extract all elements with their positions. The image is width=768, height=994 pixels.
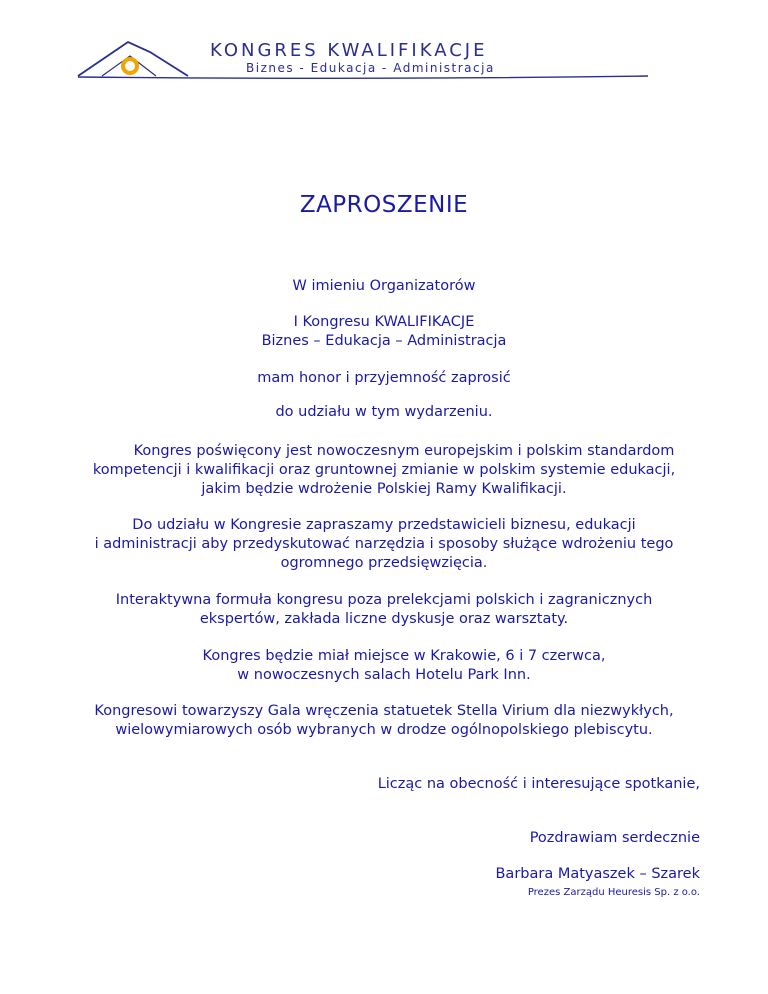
paragraph-line: Kongresowi towarzyszy Gala wręczenia statuetek Stella Virium dla niezwykłych, bbox=[94, 703, 674, 719]
paragraph-line: w nowoczesnych salach Hotelu Park Inn. bbox=[237, 667, 531, 683]
intro-line-4: mam honor i przyjemność zaprosić bbox=[257, 370, 511, 386]
brand-name: KONGRES KWALIFIKACJE bbox=[210, 40, 488, 61]
page-title: ZAPROSZENIE bbox=[299, 192, 469, 218]
paragraph-congress-topic bbox=[0, 442, 768, 499]
paragraph-line: jakim będzie wdrożenie Polskiej Ramy Kwalifikacji. bbox=[201, 481, 567, 497]
paragraph-line: ekspertów, zakłada liczne dyskusje oraz warsztaty. bbox=[199, 611, 569, 627]
greeting-line: Pozdrawiam serdecznie bbox=[529, 830, 700, 846]
paragraph-invitation bbox=[0, 516, 768, 573]
signature-name: Barbara Matyaszek – Szarek bbox=[495, 866, 700, 882]
paragraph-gala bbox=[0, 702, 768, 740]
paragraph-format bbox=[0, 591, 768, 629]
paragraph-line: Interaktywna formuła kongresu poza prelekcjami polskich i zagranicznych bbox=[115, 592, 653, 608]
paragraph-line: Kongres będzie miał miejsce w Krakowie, 6 i 7 czerwca, bbox=[202, 648, 606, 664]
letterhead bbox=[70, 36, 650, 86]
intro-line-1: W imieniu Organizatorów bbox=[292, 278, 476, 294]
paragraph-line: Do udziału w Kongresie zapraszamy przedstawicieli biznesu, edukacji bbox=[132, 517, 636, 533]
paragraph-line: kompetencji i kwalifikacji oraz gruntownej zmianie w polskim systemie edukacji, bbox=[92, 462, 676, 478]
paragraph-line: wielowymiarowych osób wybranych w drodze ogólnopolskiego plebiscytu. bbox=[115, 722, 653, 738]
brand-tagline: Biznes - Edukacja - Administracja bbox=[246, 61, 495, 75]
paragraph-line: Kongres poświęcony jest nowoczesnym europejskim i polskim standardom bbox=[133, 443, 675, 459]
paragraph-line: ogromnego przedsięwzięcia. bbox=[280, 555, 488, 571]
signature-role: Prezes Zarządu Heuresis Sp. z o.o. bbox=[527, 887, 700, 898]
paragraph-line: i administracji aby przedyskutować narzędzia i sposoby służące wdrożeniu tego bbox=[94, 536, 674, 552]
paragraph-venue bbox=[0, 647, 768, 685]
closing-line: Licząc na obecność i interesujące spotkanie, bbox=[377, 776, 700, 792]
intro-line-2: I Kongresu KWALIFIKACJE bbox=[293, 314, 475, 330]
intro-line-5: do udziału w tym wydarzeniu. bbox=[275, 404, 493, 420]
intro-line-3: Biznes – Edukacja – Administracja bbox=[261, 333, 507, 349]
